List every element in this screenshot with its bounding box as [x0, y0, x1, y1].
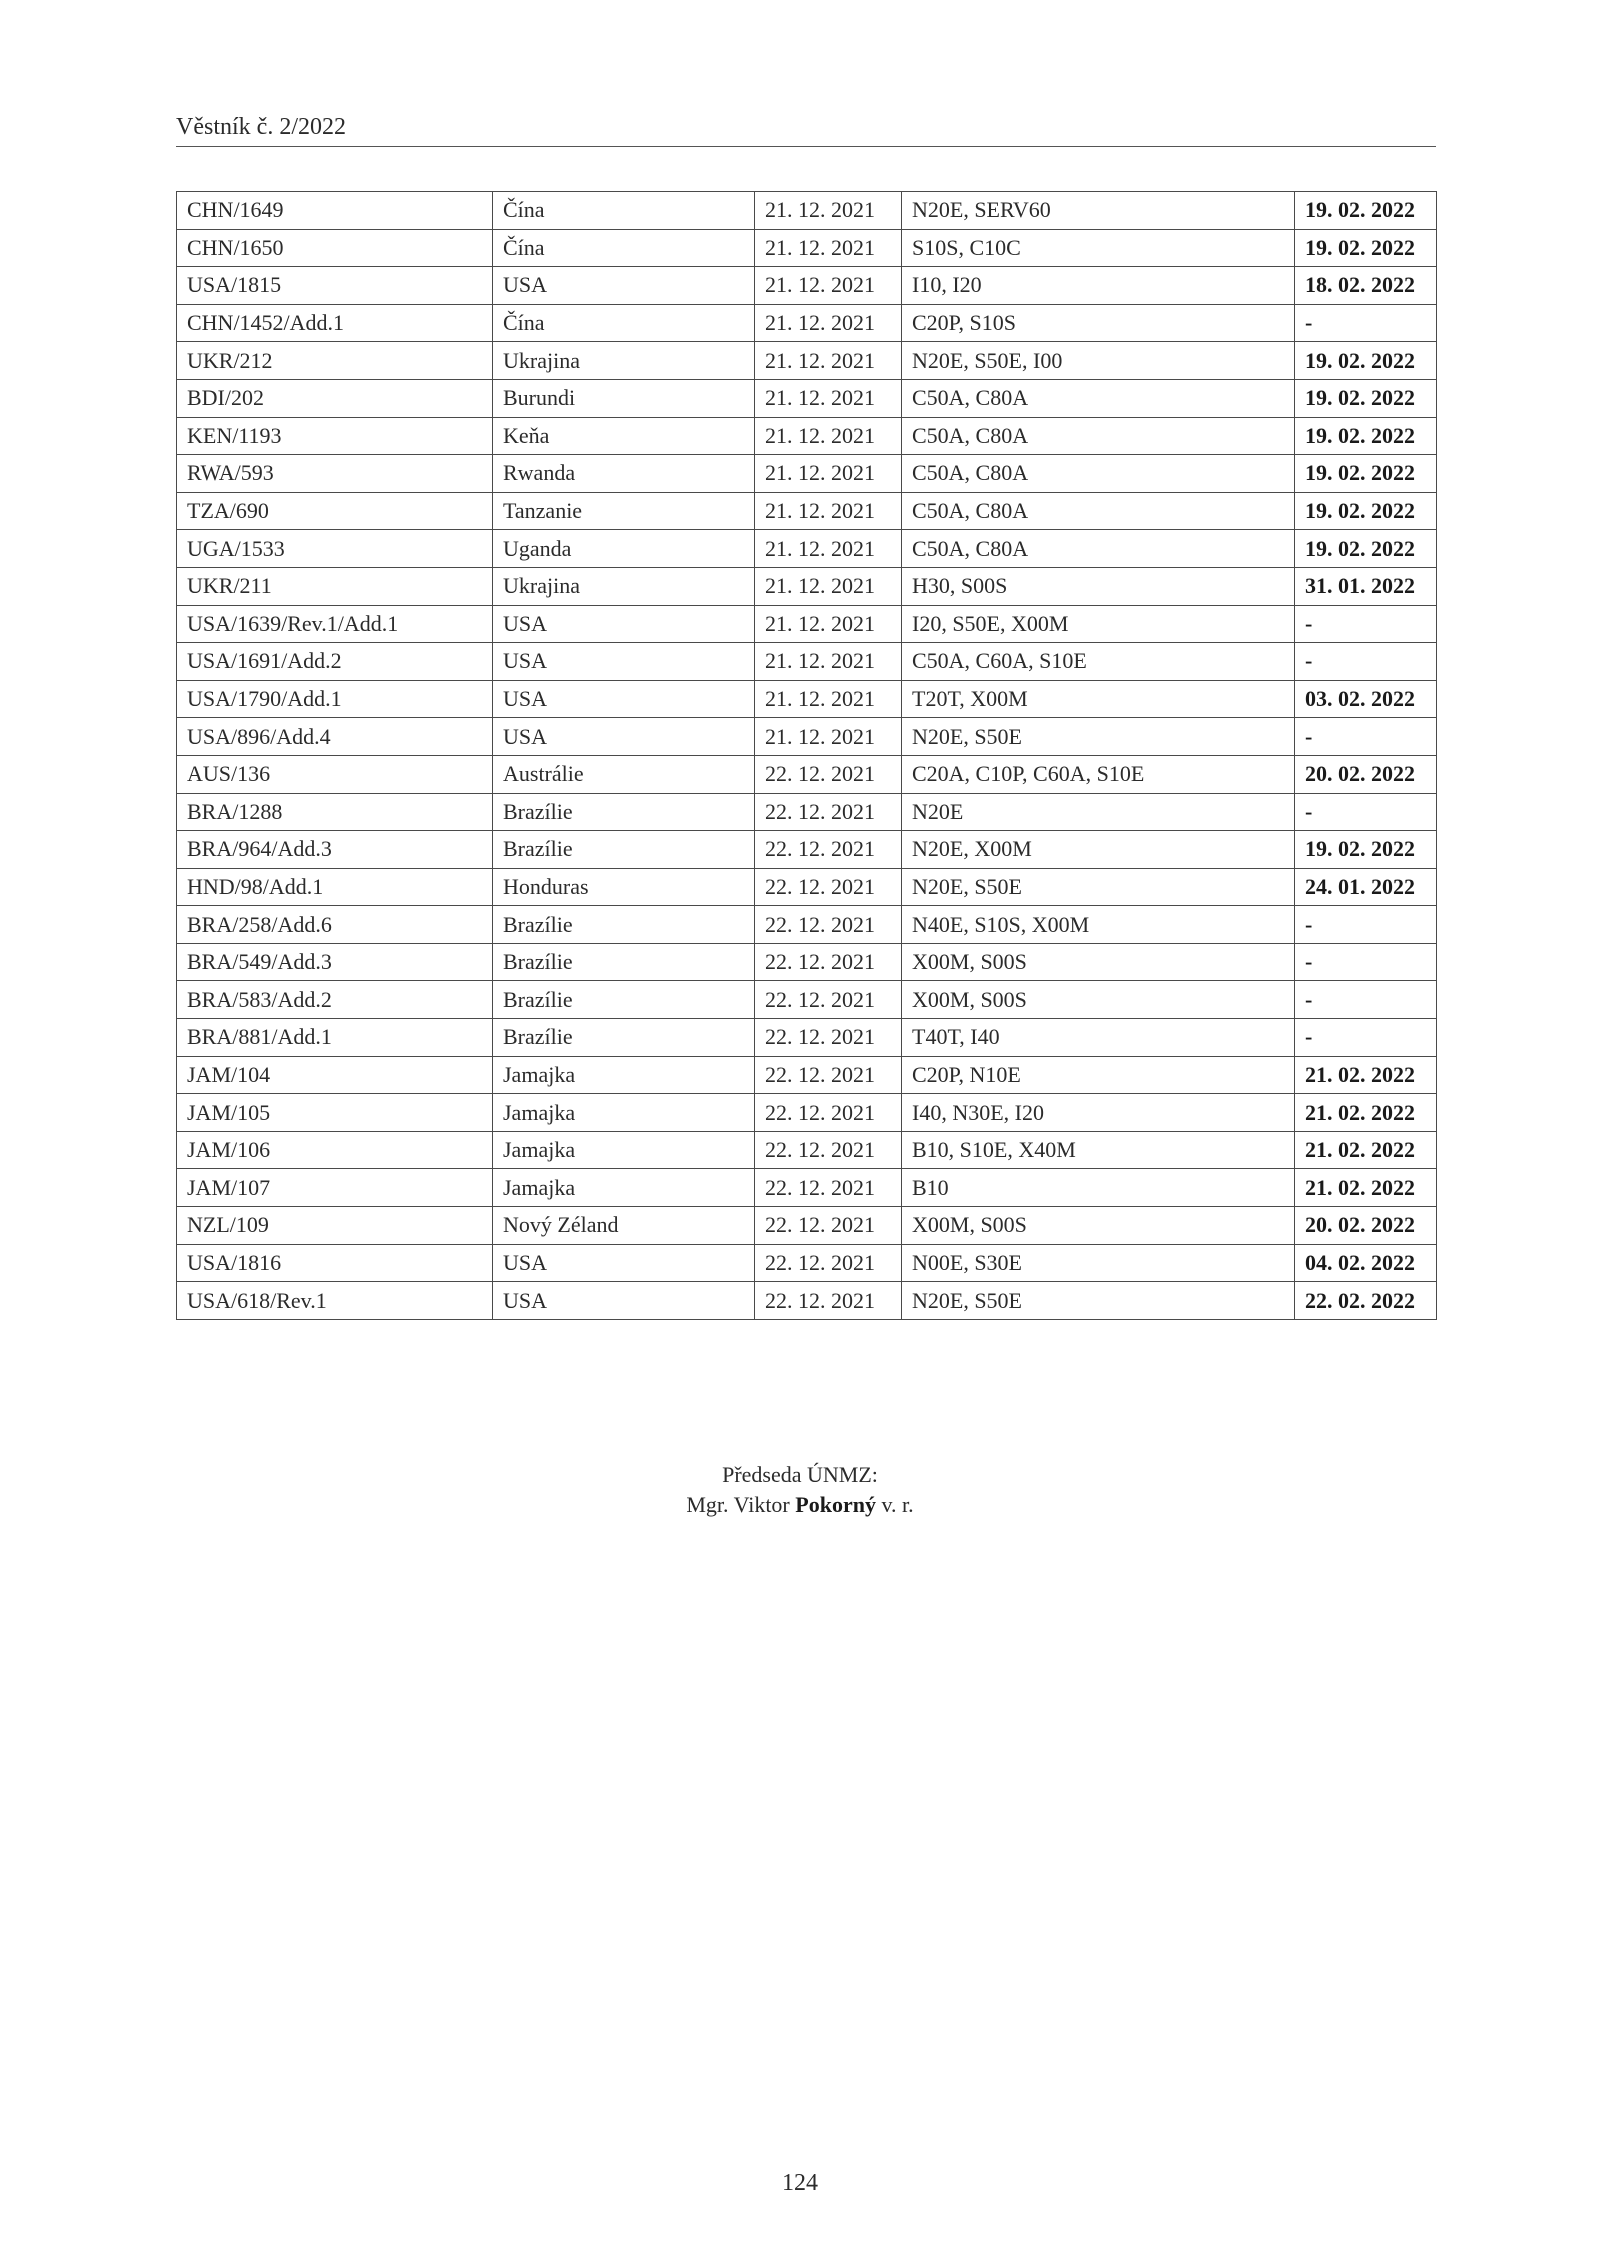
- notification-code-cell: RWA/593: [177, 455, 493, 493]
- table-row: [177, 342, 1437, 380]
- notification-code-cell: JAM/104: [177, 1056, 493, 1094]
- comment-deadline-cell: 19. 02. 2022: [1295, 455, 1437, 493]
- country-cell: Burundi: [493, 379, 755, 417]
- notification-date-cell: 21. 12. 2021: [755, 417, 902, 455]
- ics-codes-cell: I20, S50E, X00M: [902, 605, 1295, 643]
- notification-date-cell: 21. 12. 2021: [755, 304, 902, 342]
- ics-codes-cell: N20E, S50E: [902, 868, 1295, 906]
- table-row: [177, 1094, 1437, 1132]
- notification-date-cell: 21. 12. 2021: [755, 267, 902, 305]
- notification-code-cell: USA/896/Add.4: [177, 718, 493, 756]
- country-cell: USA: [493, 1244, 755, 1282]
- comment-deadline-cell: -: [1295, 981, 1437, 1019]
- signature-block: [0, 1460, 1600, 1520]
- notification-date-cell: 22. 12. 2021: [755, 1094, 902, 1132]
- table-row: [177, 831, 1437, 869]
- country-cell: Jamajka: [493, 1056, 755, 1094]
- table-row: [177, 417, 1437, 455]
- country-cell: Ukrajina: [493, 342, 755, 380]
- comment-deadline-cell: -: [1295, 718, 1437, 756]
- table-row: [177, 530, 1437, 568]
- notification-code-cell: JAM/105: [177, 1094, 493, 1132]
- comment-deadline-cell: 21. 02. 2022: [1295, 1056, 1437, 1094]
- comment-deadline-cell: -: [1295, 793, 1437, 831]
- table-row: [177, 379, 1437, 417]
- ics-codes-cell: X00M, S00S: [902, 1207, 1295, 1245]
- ics-codes-cell: N20E: [902, 793, 1295, 831]
- country-cell: Brazílie: [493, 831, 755, 869]
- ics-codes-cell: C50A, C80A: [902, 530, 1295, 568]
- comment-deadline-cell: 24. 01. 2022: [1295, 868, 1437, 906]
- notification-date-cell: 21. 12. 2021: [755, 342, 902, 380]
- country-cell: Čína: [493, 304, 755, 342]
- country-cell: Čína: [493, 229, 755, 267]
- notification-date-cell: 21. 12. 2021: [755, 379, 902, 417]
- notification-code-cell: USA/1691/Add.2: [177, 643, 493, 681]
- notification-date-cell: 22. 12. 2021: [755, 943, 902, 981]
- notification-date-cell: 22. 12. 2021: [755, 831, 902, 869]
- country-cell: Čína: [493, 192, 755, 230]
- country-cell: Austrálie: [493, 755, 755, 793]
- notification-date-cell: 21. 12. 2021: [755, 605, 902, 643]
- table-row: [177, 943, 1437, 981]
- country-cell: USA: [493, 680, 755, 718]
- comment-deadline-cell: 31. 01. 2022: [1295, 567, 1437, 605]
- ics-codes-cell: T40T, I40: [902, 1019, 1295, 1057]
- comment-deadline-cell: -: [1295, 906, 1437, 944]
- ics-codes-cell: N40E, S10S, X00M: [902, 906, 1295, 944]
- notification-code-cell: USA/1815: [177, 267, 493, 305]
- comment-deadline-cell: 20. 02. 2022: [1295, 755, 1437, 793]
- notification-code-cell: TZA/690: [177, 492, 493, 530]
- table-row: [177, 1131, 1437, 1169]
- comment-deadline-cell: 19. 02. 2022: [1295, 192, 1437, 230]
- country-cell: Honduras: [493, 868, 755, 906]
- ics-codes-cell: X00M, S00S: [902, 943, 1295, 981]
- notification-code-cell: BDI/202: [177, 379, 493, 417]
- notification-code-cell: KEN/1193: [177, 417, 493, 455]
- comment-deadline-cell: 21. 02. 2022: [1295, 1094, 1437, 1132]
- comment-deadline-cell: 21. 02. 2022: [1295, 1169, 1437, 1207]
- country-cell: Brazílie: [493, 906, 755, 944]
- ics-codes-cell: T20T, X00M: [902, 680, 1295, 718]
- notification-code-cell: BRA/258/Add.6: [177, 906, 493, 944]
- comment-deadline-cell: 19. 02. 2022: [1295, 342, 1437, 380]
- notification-code-cell: USA/618/Rev.1: [177, 1282, 493, 1320]
- comment-deadline-cell: -: [1295, 304, 1437, 342]
- ics-codes-cell: C20A, C10P, C60A, S10E: [902, 755, 1295, 793]
- notification-code-cell: CHN/1650: [177, 229, 493, 267]
- table-row: [177, 1207, 1437, 1245]
- notification-date-cell: 22. 12. 2021: [755, 1019, 902, 1057]
- ics-codes-cell: N00E, S30E: [902, 1244, 1295, 1282]
- comment-deadline-cell: -: [1295, 1019, 1437, 1057]
- ics-codes-cell: C50A, C80A: [902, 492, 1295, 530]
- ics-codes-cell: N20E, S50E: [902, 1282, 1295, 1320]
- comment-deadline-cell: 03. 02. 2022: [1295, 680, 1437, 718]
- ics-codes-cell: C50A, C80A: [902, 455, 1295, 493]
- notification-date-cell: 21. 12. 2021: [755, 680, 902, 718]
- comment-deadline-cell: -: [1295, 605, 1437, 643]
- notification-code-cell: BRA/964/Add.3: [177, 831, 493, 869]
- notification-date-cell: 21. 12. 2021: [755, 455, 902, 493]
- ics-codes-cell: H30, S00S: [902, 567, 1295, 605]
- ics-codes-cell: C50A, C80A: [902, 417, 1295, 455]
- signature-prefix: Mgr. Viktor: [686, 1492, 796, 1517]
- notification-code-cell: USA/1790/Add.1: [177, 680, 493, 718]
- table-row: [177, 192, 1437, 230]
- notification-code-cell: HND/98/Add.1: [177, 868, 493, 906]
- country-cell: USA: [493, 605, 755, 643]
- page-number: 124: [782, 2170, 818, 2196]
- notification-code-cell: UGA/1533: [177, 530, 493, 568]
- notification-code-cell: CHN/1649: [177, 192, 493, 230]
- country-cell: Jamajka: [493, 1169, 755, 1207]
- notification-date-cell: 22. 12. 2021: [755, 906, 902, 944]
- table-row: [177, 1019, 1437, 1057]
- ics-codes-cell: C20P, S10S: [902, 304, 1295, 342]
- table-row: [177, 906, 1437, 944]
- notification-table: [176, 191, 1437, 1320]
- signature-role: Předseda ÚNMZ:: [722, 1462, 878, 1487]
- notification-date-cell: 21. 12. 2021: [755, 567, 902, 605]
- table-row: [177, 304, 1437, 342]
- ics-codes-cell: N20E, SERV60: [902, 192, 1295, 230]
- country-cell: Ukrajina: [493, 567, 755, 605]
- notification-date-cell: 22. 12. 2021: [755, 981, 902, 1019]
- notification-code-cell: UKR/212: [177, 342, 493, 380]
- ics-codes-cell: I10, I20: [902, 267, 1295, 305]
- notification-date-cell: 22. 12. 2021: [755, 793, 902, 831]
- notification-code-cell: BRA/583/Add.2: [177, 981, 493, 1019]
- ics-codes-cell: B10: [902, 1169, 1295, 1207]
- notification-date-cell: 21. 12. 2021: [755, 492, 902, 530]
- comment-deadline-cell: 19. 02. 2022: [1295, 379, 1437, 417]
- notification-date-cell: 22. 12. 2021: [755, 1131, 902, 1169]
- ics-codes-cell: C50A, C60A, S10E: [902, 643, 1295, 681]
- table-row: [177, 718, 1437, 756]
- ics-codes-cell: N20E, S50E, I00: [902, 342, 1295, 380]
- table-row: [177, 492, 1437, 530]
- table-row: [177, 868, 1437, 906]
- notification-date-cell: 21. 12. 2021: [755, 192, 902, 230]
- notification-date-cell: 22. 12. 2021: [755, 1207, 902, 1245]
- table-row: [177, 229, 1437, 267]
- notification-date-cell: 22. 12. 2021: [755, 1244, 902, 1282]
- notification-code-cell: USA/1639/Rev.1/Add.1: [177, 605, 493, 643]
- country-cell: USA: [493, 267, 755, 305]
- ics-codes-cell: C20P, N10E: [902, 1056, 1295, 1094]
- notification-code-cell: USA/1816: [177, 1244, 493, 1282]
- signature-suffix: v. r.: [875, 1492, 914, 1517]
- ics-codes-cell: C50A, C80A: [902, 379, 1295, 417]
- country-cell: Jamajka: [493, 1094, 755, 1132]
- comment-deadline-cell: 19. 02. 2022: [1295, 229, 1437, 267]
- notification-code-cell: CHN/1452/Add.1: [177, 304, 493, 342]
- comment-deadline-cell: -: [1295, 643, 1437, 681]
- notification-code-cell: BRA/881/Add.1: [177, 1019, 493, 1057]
- table-row: [177, 455, 1437, 493]
- ics-codes-cell: I40, N30E, I20: [902, 1094, 1295, 1132]
- notification-date-cell: 22. 12. 2021: [755, 1282, 902, 1320]
- table-row: [177, 1282, 1437, 1320]
- notification-date-cell: 21. 12. 2021: [755, 643, 902, 681]
- comment-deadline-cell: 18. 02. 2022: [1295, 267, 1437, 305]
- comment-deadline-cell: 21. 02. 2022: [1295, 1131, 1437, 1169]
- notification-date-cell: 21. 12. 2021: [755, 229, 902, 267]
- comment-deadline-cell: 19. 02. 2022: [1295, 530, 1437, 568]
- table-row: [177, 793, 1437, 831]
- notification-date-cell: 22. 12. 2021: [755, 1056, 902, 1094]
- table-row: [177, 1169, 1437, 1207]
- ics-codes-cell: N20E, X00M: [902, 831, 1295, 869]
- country-cell: Brazílie: [493, 943, 755, 981]
- notification-date-cell: 21. 12. 2021: [755, 718, 902, 756]
- country-cell: USA: [493, 643, 755, 681]
- table-row: [177, 267, 1437, 305]
- comment-deadline-cell: 04. 02. 2022: [1295, 1244, 1437, 1282]
- notification-code-cell: UKR/211: [177, 567, 493, 605]
- country-cell: Brazílie: [493, 793, 755, 831]
- table-row: [177, 755, 1437, 793]
- journal-title: Věstník č. 2/2022: [176, 114, 346, 140]
- comment-deadline-cell: 19. 02. 2022: [1295, 417, 1437, 455]
- table-row: [177, 567, 1437, 605]
- country-cell: USA: [493, 1282, 755, 1320]
- ics-codes-cell: N20E, S50E: [902, 718, 1295, 756]
- comment-deadline-cell: 19. 02. 2022: [1295, 831, 1437, 869]
- table-row: [177, 1056, 1437, 1094]
- table-row: [177, 643, 1437, 681]
- country-cell: Jamajka: [493, 1131, 755, 1169]
- comment-deadline-cell: -: [1295, 943, 1437, 981]
- country-cell: Uganda: [493, 530, 755, 568]
- notification-code-cell: JAM/107: [177, 1169, 493, 1207]
- notification-date-cell: 22. 12. 2021: [755, 755, 902, 793]
- table-row: [177, 605, 1437, 643]
- country-cell: Nový Zéland: [493, 1207, 755, 1245]
- notification-code-cell: BRA/549/Add.3: [177, 943, 493, 981]
- notification-date-cell: 22. 12. 2021: [755, 868, 902, 906]
- notification-code-cell: JAM/106: [177, 1131, 493, 1169]
- ics-codes-cell: S10S, C10C: [902, 229, 1295, 267]
- ics-codes-cell: B10, S10E, X40M: [902, 1131, 1295, 1169]
- table-row: [177, 680, 1437, 718]
- country-cell: Keňa: [493, 417, 755, 455]
- signature-surname: Pokorný: [795, 1492, 876, 1517]
- ics-codes-cell: X00M, S00S: [902, 981, 1295, 1019]
- country-cell: Brazílie: [493, 1019, 755, 1057]
- notification-code-cell: AUS/136: [177, 755, 493, 793]
- country-cell: Tanzanie: [493, 492, 755, 530]
- page-header: [176, 112, 1436, 147]
- comment-deadline-cell: 20. 02. 2022: [1295, 1207, 1437, 1245]
- comment-deadline-cell: 19. 02. 2022: [1295, 492, 1437, 530]
- country-cell: Brazílie: [493, 981, 755, 1019]
- notification-date-cell: 22. 12. 2021: [755, 1169, 902, 1207]
- country-cell: Rwanda: [493, 455, 755, 493]
- notification-date-cell: 21. 12. 2021: [755, 530, 902, 568]
- notification-code-cell: NZL/109: [177, 1207, 493, 1245]
- country-cell: USA: [493, 718, 755, 756]
- signature-name-line: [0, 1490, 1600, 1520]
- table-row: [177, 981, 1437, 1019]
- table-row: [177, 1244, 1437, 1282]
- comment-deadline-cell: 22. 02. 2022: [1295, 1282, 1437, 1320]
- notification-code-cell: BRA/1288: [177, 793, 493, 831]
- notification-table-body: [177, 192, 1437, 1320]
